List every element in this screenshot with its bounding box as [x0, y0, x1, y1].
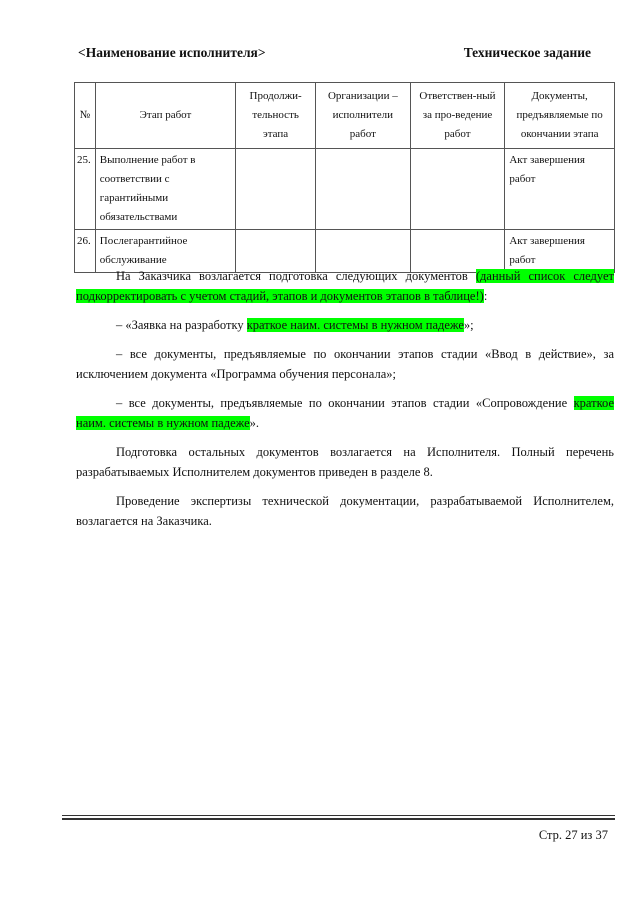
- row-orgs: [315, 149, 410, 230]
- header-orgs: Организации – исполнители работ: [315, 83, 410, 149]
- footer-divider: [62, 815, 615, 816]
- header-num: №: [75, 83, 96, 149]
- header-responsible: Ответствен-ный за про-ведение работ: [410, 83, 505, 149]
- row-stage: Послегарантийное обслуживание: [95, 230, 235, 273]
- paragraph-end: :: [483, 289, 488, 303]
- table-header-row: [75, 83, 615, 149]
- list-item-text: – «Заявка на разработку: [116, 318, 247, 332]
- row-docs: Акт завершения работ: [505, 230, 615, 273]
- list-item: – все документы, предъявляемые по окончании этапов стадии «Ввод в действие», за исключением документа «Программа обучения персонала»;: [76, 347, 614, 381]
- header-executor-name: <Наименование исполнителя>: [78, 45, 266, 60]
- footer-divider-thick: [62, 818, 615, 820]
- list-item: [76, 315, 614, 335]
- highlighted-placeholder: краткое наим. системы в нужном падеже: [76, 396, 614, 430]
- list-item: [76, 393, 614, 433]
- row-num: 26.: [75, 230, 96, 273]
- list-item-text: – все документы, предъявляемые по окончании этапов стадии «Сопровождение: [116, 396, 574, 410]
- table-row: [75, 149, 615, 230]
- paragraph-executor-docs: Подготовка остальных документов возлагается на Исполнителя. Полный перечень разрабатываемых Исполнителем документов приведен в разделе 8.: [76, 445, 614, 479]
- paragraph-customer-docs: [76, 266, 614, 306]
- list-item-end: »;: [463, 318, 474, 332]
- row-responsible: [410, 149, 505, 230]
- row-duration: [236, 149, 316, 230]
- header-stage: Этап работ: [95, 83, 235, 149]
- paragraph-expertise: Проведение экспертизы технической документации, разрабатываемой Исполнителем, возлагается на Заказчика.: [76, 494, 614, 528]
- paragraph-text: На Заказчика возлагается подготовка следующих документов: [116, 269, 476, 283]
- row-num: 25.: [75, 149, 96, 230]
- highlighted-note: (данный список следует подкорректировать с учетом стадий, этапов и документов этапов в таблице!): [76, 269, 614, 303]
- header-duration: Продолжи-тельность этапа: [236, 83, 316, 149]
- header-document-title: Техническое задание: [463, 45, 591, 60]
- list-item-end: ».: [249, 416, 260, 430]
- document-body: [76, 266, 614, 540]
- row-docs: Акт завершения работ: [505, 149, 615, 230]
- highlighted-placeholder: краткое наим. системы в нужном падеже: [246, 318, 464, 332]
- row-stage: Выполнение работ в соответствии с гарантийными обязательствами: [95, 149, 235, 230]
- page-number: Стр. 27 из 37: [538, 828, 608, 842]
- header-docs: Документы, предъявляемые по окончании этапа: [505, 83, 615, 149]
- work-stages-table: [74, 82, 615, 273]
